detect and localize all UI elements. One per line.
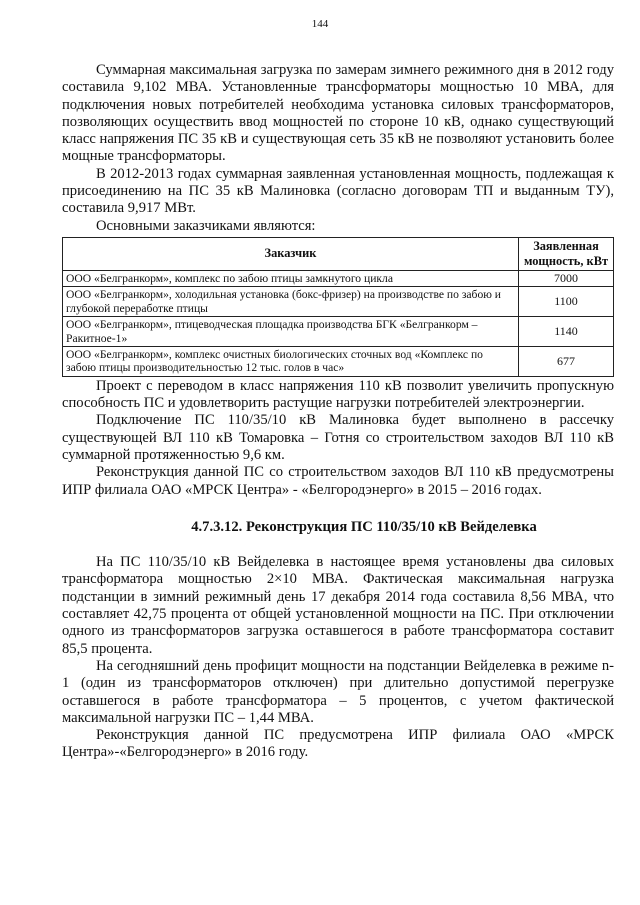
table-header-row bbox=[63, 237, 614, 270]
paragraph-mid-3: Реконструкция данной ПС со строительством заходов ВЛ 110 кВ предусмотрены ИПР филиала ОАО «МРСК Центра» - «Белгородэнерго» в 2015 – 2016 годах. bbox=[62, 464, 614, 498]
paragraph-top-3: Основными заказчиками являются: bbox=[96, 217, 316, 234]
table-row bbox=[63, 317, 614, 347]
paragraph-bottom-3: Реконструкция данной ПС предусмотрена ИПР филиала ОАО «МРСК Центра»-«Белгородэнерго» в 2016 году. bbox=[62, 727, 614, 761]
header-power: Заявленная мощность, кВт bbox=[519, 237, 614, 270]
paragraph-bottom-2: На сегодняшний день профицит мощности на подстанции Вейделевка в режиме n-1 (один из трансформаторов отключен) при длительно допустимой перегрузке оставшегося в работе трансформатора – 5 процентов, с учетом фактической максимальной нагрузки ПС – 1,44 МВА. bbox=[62, 657, 614, 726]
page-body bbox=[62, 62, 614, 762]
cell-power: 7000 bbox=[519, 270, 614, 286]
customers-table bbox=[62, 237, 614, 377]
paragraph-mid-1: Проект с переводом в класс напряжения 110 кВ позволит увеличить пропускную способность ПС и удовлетворить растущие нагрузки потребителей электроэнергии. bbox=[62, 377, 614, 412]
table-row bbox=[63, 287, 614, 317]
cell-customer: ООО «Белгранкорм», комплекс очистных биологических сточных вод «Комплекс по забою птицы производительностью 12 тыс. голов в час» bbox=[63, 347, 519, 377]
cell-power: 1100 bbox=[519, 287, 614, 317]
cell-power: 1140 bbox=[519, 317, 614, 347]
cell-customer: ООО «Белгранкорм», холодильная установка (бокс-фризер) на производстве по забою и глубокой переработке птицы bbox=[63, 287, 519, 317]
section-heading: 4.7.3.12. Реконструкция ПС 110/35/10 кВ Вейделевка bbox=[191, 518, 537, 535]
table-row bbox=[63, 347, 614, 377]
cell-customer: ООО «Белгранкорм», комплекс по забою птицы замкнутого цикла bbox=[63, 270, 519, 286]
header-customer: Заказчик bbox=[63, 237, 519, 270]
cell-customer: ООО «Белгранкорм», птицеводческая площадка производства БГК «Белгранкорм – Ракитное-1» bbox=[63, 317, 519, 347]
paragraph-bottom-1: На ПС 110/35/10 кВ Вейделевка в настоящее время установлены два силовых трансформатора мощностью 2×10 МВА. Фактическая максимальная нагрузка подстанции в зимний режимный день 17 декабря 2014 года составила 8,56 МВА, что составляет 42,75 процента от общей установленной мощности на ПС. При отключении одного из трансформаторов загрузка оставшегося в работе трансформатора составит 85,5 процента. bbox=[62, 554, 614, 657]
page-number: 144 bbox=[311, 18, 329, 30]
paragraph-top-1: Суммарная максимальная загрузка по замерам зимнего режимного дня в 2012 году составила 9,102 МВА. Установленные трансформаторы мощностью 10 МВА, для подключения новых потребителей необходима установка силовых трансформаторов, позволяющих осуществить ввод мощностей по стороне 10 кВ, однако существующий класс напряжения ПС 35 кВ и существующая сеть 35 кВ не позволяют установить более мощные трансформаторы. bbox=[62, 62, 614, 165]
table-row bbox=[63, 270, 614, 286]
paragraph-top-2: В 2012-2013 годах суммарная заявленная установленная мощность, подлежащая к присоединению на ПС 35 кВ Малиновка (согласно договорам ТП и выданным ТУ), составила 9,917 МВт. bbox=[62, 165, 614, 217]
paragraph-mid-2: Подключение ПС 110/35/10 кВ Малиновка будет выполнено в рассечку существующей ВЛ 110 кВ Томаровка – Готня со строительством заходов ВЛ 110 кВ суммарной протяженностью 9,6 км. bbox=[62, 412, 614, 463]
cell-power: 677 bbox=[519, 347, 614, 377]
